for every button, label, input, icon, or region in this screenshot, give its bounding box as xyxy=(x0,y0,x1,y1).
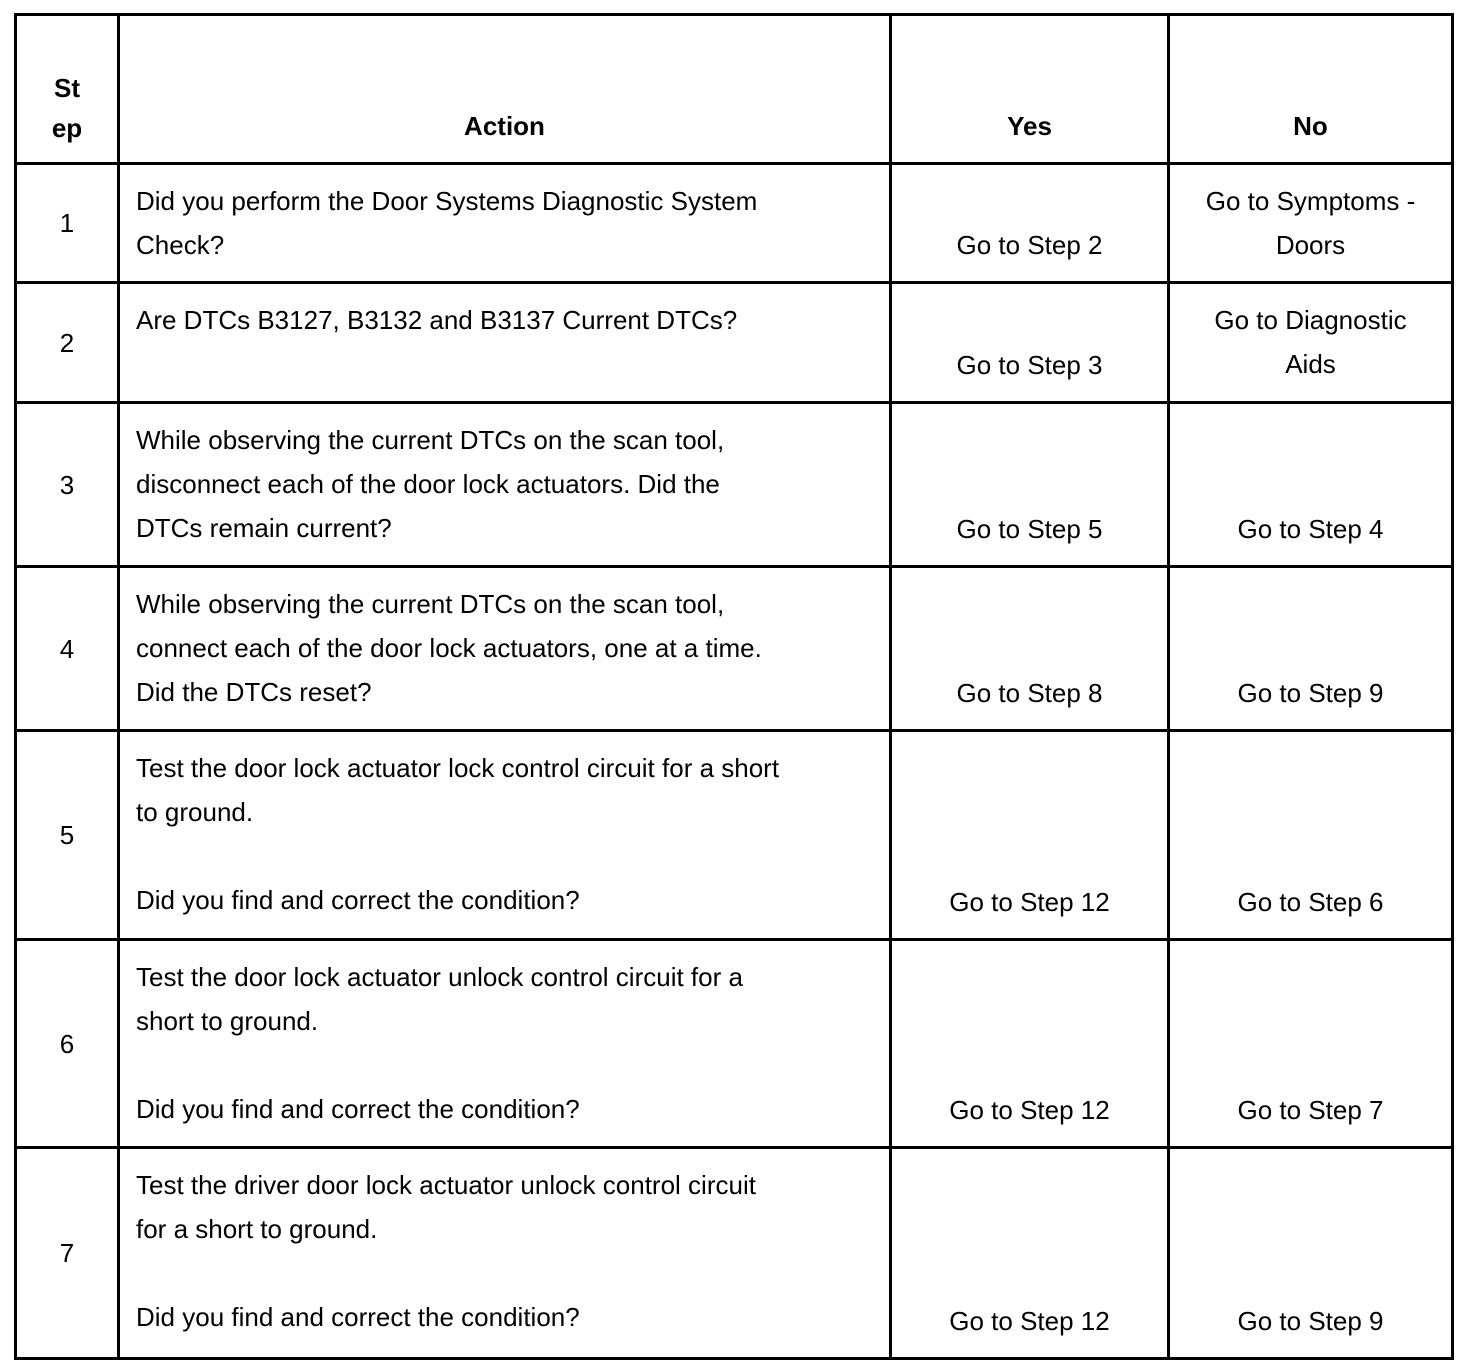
action-text: for a short to ground. xyxy=(136,1214,378,1244)
step-number: 1 xyxy=(16,164,119,283)
no-text: Aids xyxy=(1285,349,1336,379)
action-question: Did you find and correct the condition? xyxy=(136,885,580,915)
action-cell xyxy=(119,283,891,403)
action-text: Did you perform the Door Systems Diagnostic System xyxy=(136,186,758,216)
step-number: 2 xyxy=(16,283,119,403)
table-row xyxy=(16,1148,1453,1359)
header-action: Action xyxy=(119,15,891,164)
no-cell xyxy=(1169,283,1453,403)
header-step-line1: St xyxy=(54,73,80,103)
action-question: Did you find and correct the condition? xyxy=(136,1302,580,1332)
step-number: 4 xyxy=(16,567,119,731)
header-step-line2: ep xyxy=(51,113,83,143)
step-number: 7 xyxy=(16,1148,119,1359)
header-no: No xyxy=(1169,15,1453,164)
no-cell: Go to Step 9 xyxy=(1169,1148,1453,1359)
no-text: Go to Diagnostic xyxy=(1214,305,1407,335)
action-text: While observing the current DTCs on the scan tool, xyxy=(136,589,725,619)
action-cell xyxy=(119,1148,891,1359)
yes-cell: Go to Step 12 xyxy=(891,1148,1169,1359)
action-text: disconnect each of the door lock actuators. Did the xyxy=(136,469,720,499)
action-cell xyxy=(119,403,891,567)
action-text: Are DTCs B3127, B3132 and B3137 Current DTCs? xyxy=(136,305,738,335)
yes-cell: Go to Step 2 xyxy=(891,164,1169,283)
action-question: Did you find and correct the condition? xyxy=(136,1094,580,1124)
step-number: 3 xyxy=(16,403,119,567)
no-text: Go to Symptoms - xyxy=(1205,186,1416,216)
action-text: short to ground. xyxy=(136,1006,319,1036)
table-row xyxy=(16,731,1453,940)
no-cell xyxy=(1169,164,1453,283)
table-row xyxy=(16,403,1453,567)
header-row xyxy=(16,15,1453,164)
action-text: DTCs remain current? xyxy=(136,513,392,543)
table-row xyxy=(16,567,1453,731)
no-cell: Go to Step 7 xyxy=(1169,940,1453,1148)
action-text: Check? xyxy=(136,230,225,260)
yes-cell: Go to Step 12 xyxy=(891,731,1169,940)
action-text: connect each of the door lock actuators, one at a time. xyxy=(136,633,762,663)
yes-cell: Go to Step 12 xyxy=(891,940,1169,1148)
action-text: to ground. xyxy=(136,797,254,827)
yes-cell: Go to Step 5 xyxy=(891,403,1169,567)
header-yes: Yes xyxy=(891,15,1169,164)
action-cell xyxy=(119,567,891,731)
table-row xyxy=(16,940,1453,1148)
action-cell xyxy=(119,731,891,940)
step-number: 5 xyxy=(16,731,119,940)
diagnostic-table xyxy=(14,13,1454,1360)
action-text: Test the driver door lock actuator unlock control circuit xyxy=(136,1170,756,1200)
action-text: Test the door lock actuator unlock control circuit for a xyxy=(136,962,743,992)
action-cell xyxy=(119,164,891,283)
action-text: Test the door lock actuator lock control circuit for a short xyxy=(136,753,780,783)
table-row xyxy=(16,164,1453,283)
no-text: Doors xyxy=(1275,230,1346,260)
action-cell xyxy=(119,940,891,1148)
yes-cell: Go to Step 3 xyxy=(891,283,1169,403)
action-text: While observing the current DTCs on the scan tool, xyxy=(136,425,725,455)
no-cell: Go to Step 6 xyxy=(1169,731,1453,940)
yes-cell: Go to Step 8 xyxy=(891,567,1169,731)
header-step xyxy=(16,15,119,164)
table-row xyxy=(16,283,1453,403)
action-text: Did the DTCs reset? xyxy=(136,677,372,707)
no-cell: Go to Step 4 xyxy=(1169,403,1453,567)
no-cell: Go to Step 9 xyxy=(1169,567,1453,731)
step-number: 6 xyxy=(16,940,119,1148)
